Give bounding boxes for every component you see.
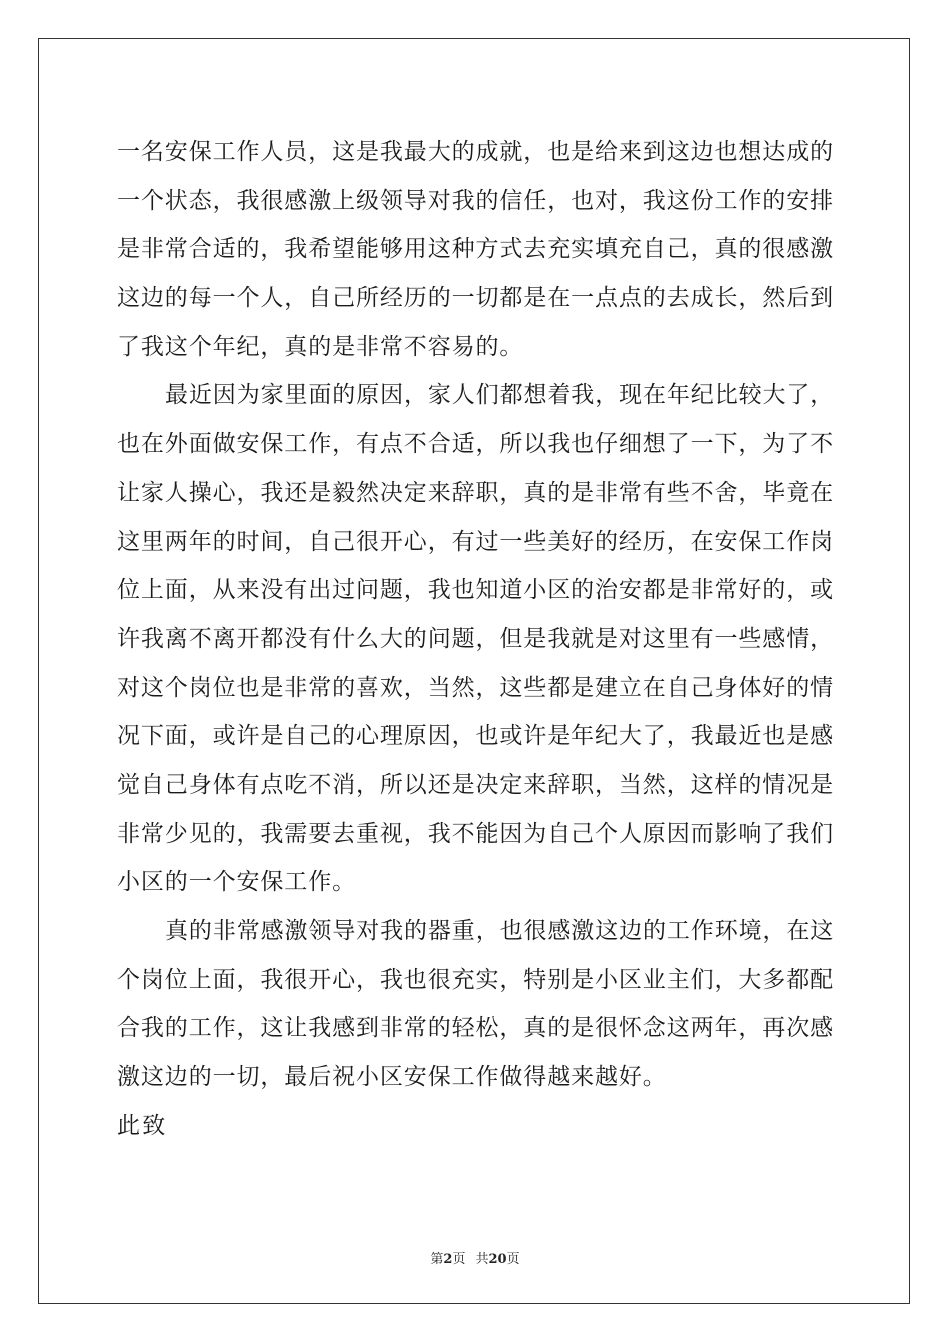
text-line: 许我离不离开都没有什么大的问题，但是我就是对这里有一些感情， <box>117 625 834 652</box>
text-line: 非常少见的，我需要去重视，我不能因为自己个人原因而影响了我们 <box>117 820 834 847</box>
text-line: 况下面，或许是自己的心理原因，也或许是年纪大了，我最近也是感 <box>117 723 834 750</box>
text-line: 合我的工作，这让我感到非常的轻松，真的是很怀念这两年，再次感 <box>117 1015 834 1042</box>
closing-salutation: 此致 <box>117 1112 168 1139</box>
text-line: 了我这个年纪，真的是非常不容易的。 <box>117 333 524 360</box>
document-body <box>117 128 837 1150</box>
text-line: 这边的每一个人，自己所经历的一切都是在一点点的去成长，然后到 <box>117 285 834 312</box>
text-line: 是非常合适的，我希望能够用这种方式去充实填充自己，真的很感激 <box>117 236 834 263</box>
page-footer <box>0 1248 950 1267</box>
text-line: 激这边的一切，最后祝小区安保工作做得越来越好。 <box>117 1064 667 1091</box>
paragraph-start-line: 最近因为家里面的原因，家人们都想着我，现在年纪比较大了， <box>165 382 835 409</box>
text-line: 小区的一个安保工作。 <box>117 869 356 896</box>
page-number: 2 <box>443 1252 453 1267</box>
page-prefix: 第 <box>430 1252 444 1267</box>
text-line: 觉自己身体有点吃不消，所以还是决定来辞职，当然，这样的情况是 <box>117 771 834 798</box>
total-prefix: 共 <box>475 1252 489 1267</box>
text-line: 一个状态，我很感激上级领导对我的信任，也对，我这份工作的安排 <box>117 187 834 214</box>
text-line: 一名安保工作人员，这是我最大的成就，也是给来到这边也想达成的 <box>117 139 834 165</box>
text-line: 也在外面做安保工作，有点不合适，所以我也仔细想了一下，为了不 <box>117 431 834 458</box>
page-suffix: 页 <box>452 1252 466 1267</box>
total-pages: 20 <box>488 1252 507 1267</box>
text-line: 位上面，从来没有出过问题，我也知道小区的治安都是非常好的，或 <box>117 577 834 604</box>
text-line: 个岗位上面，我很开心，我也很充实，特别是小区业主们，大多都配 <box>117 966 834 993</box>
text-line: 这里两年的时间，自己很开心，有过一些美好的经历，在安保工作岗 <box>117 528 834 555</box>
paragraph-start-line: 真的非常感激领导对我的器重，也很感激这边的工作环境，在这 <box>165 918 835 944</box>
text-line: 让家人操心，我还是毅然决定来辞职，真的是非常有些不舍，毕竟在 <box>117 479 834 506</box>
total-suffix: 页 <box>506 1252 520 1267</box>
text-line: 对这个岗位也是非常的喜欢，当然，这些都是建立在自己身体好的情 <box>117 674 834 701</box>
